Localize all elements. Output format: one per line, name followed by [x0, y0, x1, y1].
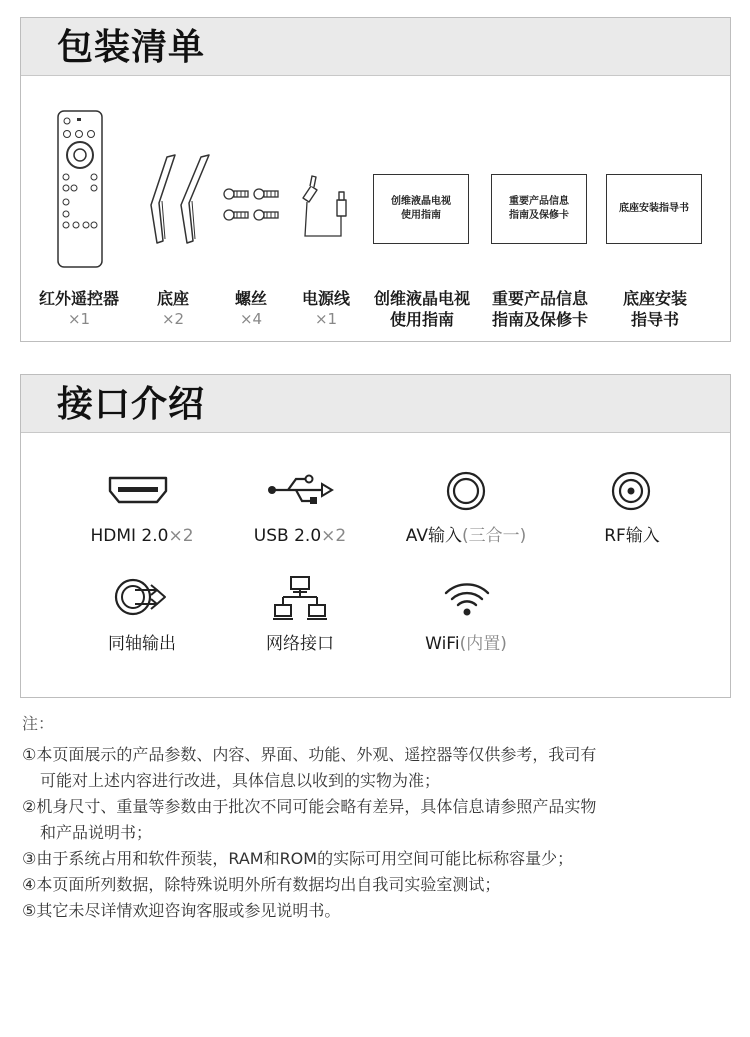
item-name-stand: 底座	[156, 289, 189, 308]
ports-panel	[20, 374, 731, 698]
item-qty-power-cord: ×1	[314, 310, 338, 328]
port-label-usb: USB 2.0×2	[253, 526, 347, 546]
item-name-remote: 红外遥控器	[38, 289, 119, 308]
remote-control-icon	[57, 110, 103, 268]
usb-icon	[266, 473, 334, 507]
screws-icon	[221, 186, 283, 226]
av-port-icon	[446, 471, 486, 511]
rf-port-icon	[611, 471, 651, 511]
stand-install-booklet: 底座安装指导书	[606, 174, 702, 244]
port-label-rf: RF输入	[604, 526, 660, 546]
user-guide-booklet: 创维液晶电视 使用指南	[373, 174, 469, 244]
hdmi-port-icon	[107, 473, 169, 507]
packing-list-title: 包装清单	[57, 27, 206, 68]
note-3: ③由于系统占用和软件预装，RAM和ROM的实际可用空间可能比标称容量少；	[22, 849, 574, 868]
power-cord-icon	[297, 172, 355, 244]
ports-header	[21, 375, 730, 433]
port-label-wifi: WiFi(内置)	[425, 634, 507, 654]
note-4: ④本页面所列数据，除特殊说明外所有数据均出自我司实验室测试；	[22, 875, 501, 894]
warranty-card-booklet: 重要产品信息 指南及保修卡	[491, 174, 587, 244]
notes-heading: 注：	[22, 714, 55, 733]
item-name-user-guide: 创维液晶电视 使用指南	[373, 289, 470, 329]
packing-list-panel	[20, 17, 731, 342]
ports-title: 接口介绍	[57, 384, 206, 425]
note-2: ②机身尺寸、重量等参数由于批次不同可能会略有差异，具体信息请参照产品实物 和产品说明书；	[22, 797, 597, 842]
coaxial-icon	[113, 577, 171, 617]
note-5: ⑤其它未尽详情欢迎咨询客服或参见说明书。	[22, 901, 341, 920]
port-label-coaxial: 同轴输出	[108, 634, 176, 654]
notes-section	[22, 712, 732, 924]
wifi-icon	[442, 577, 492, 619]
item-name-stand-guide: 底座安装 指导书	[622, 289, 687, 329]
stand-legs-icon	[147, 153, 212, 248]
item-qty-screws: ×4	[239, 310, 263, 328]
port-label-network: 网络接口	[266, 634, 334, 654]
note-1: ①本页面展示的产品参数、内容、界面、功能、外观、遥控器等仅供参考，我司有 可能对上述内容进行改进，具体信息以收到的实物为准；	[22, 745, 597, 790]
item-name-screws: 螺丝	[234, 289, 267, 308]
item-qty-stand: ×2	[161, 310, 185, 328]
network-icon	[271, 575, 329, 621]
port-label-hdmi: HDMI 2.0×2	[90, 526, 194, 546]
item-qty-remote: ×1	[67, 310, 91, 328]
item-name-warranty: 重要产品信息 指南及保修卡	[491, 289, 588, 329]
packing-list-header	[21, 18, 730, 76]
item-name-power-cord: 电源线	[301, 289, 350, 308]
port-label-av: AV输入(三合一)	[405, 526, 527, 546]
